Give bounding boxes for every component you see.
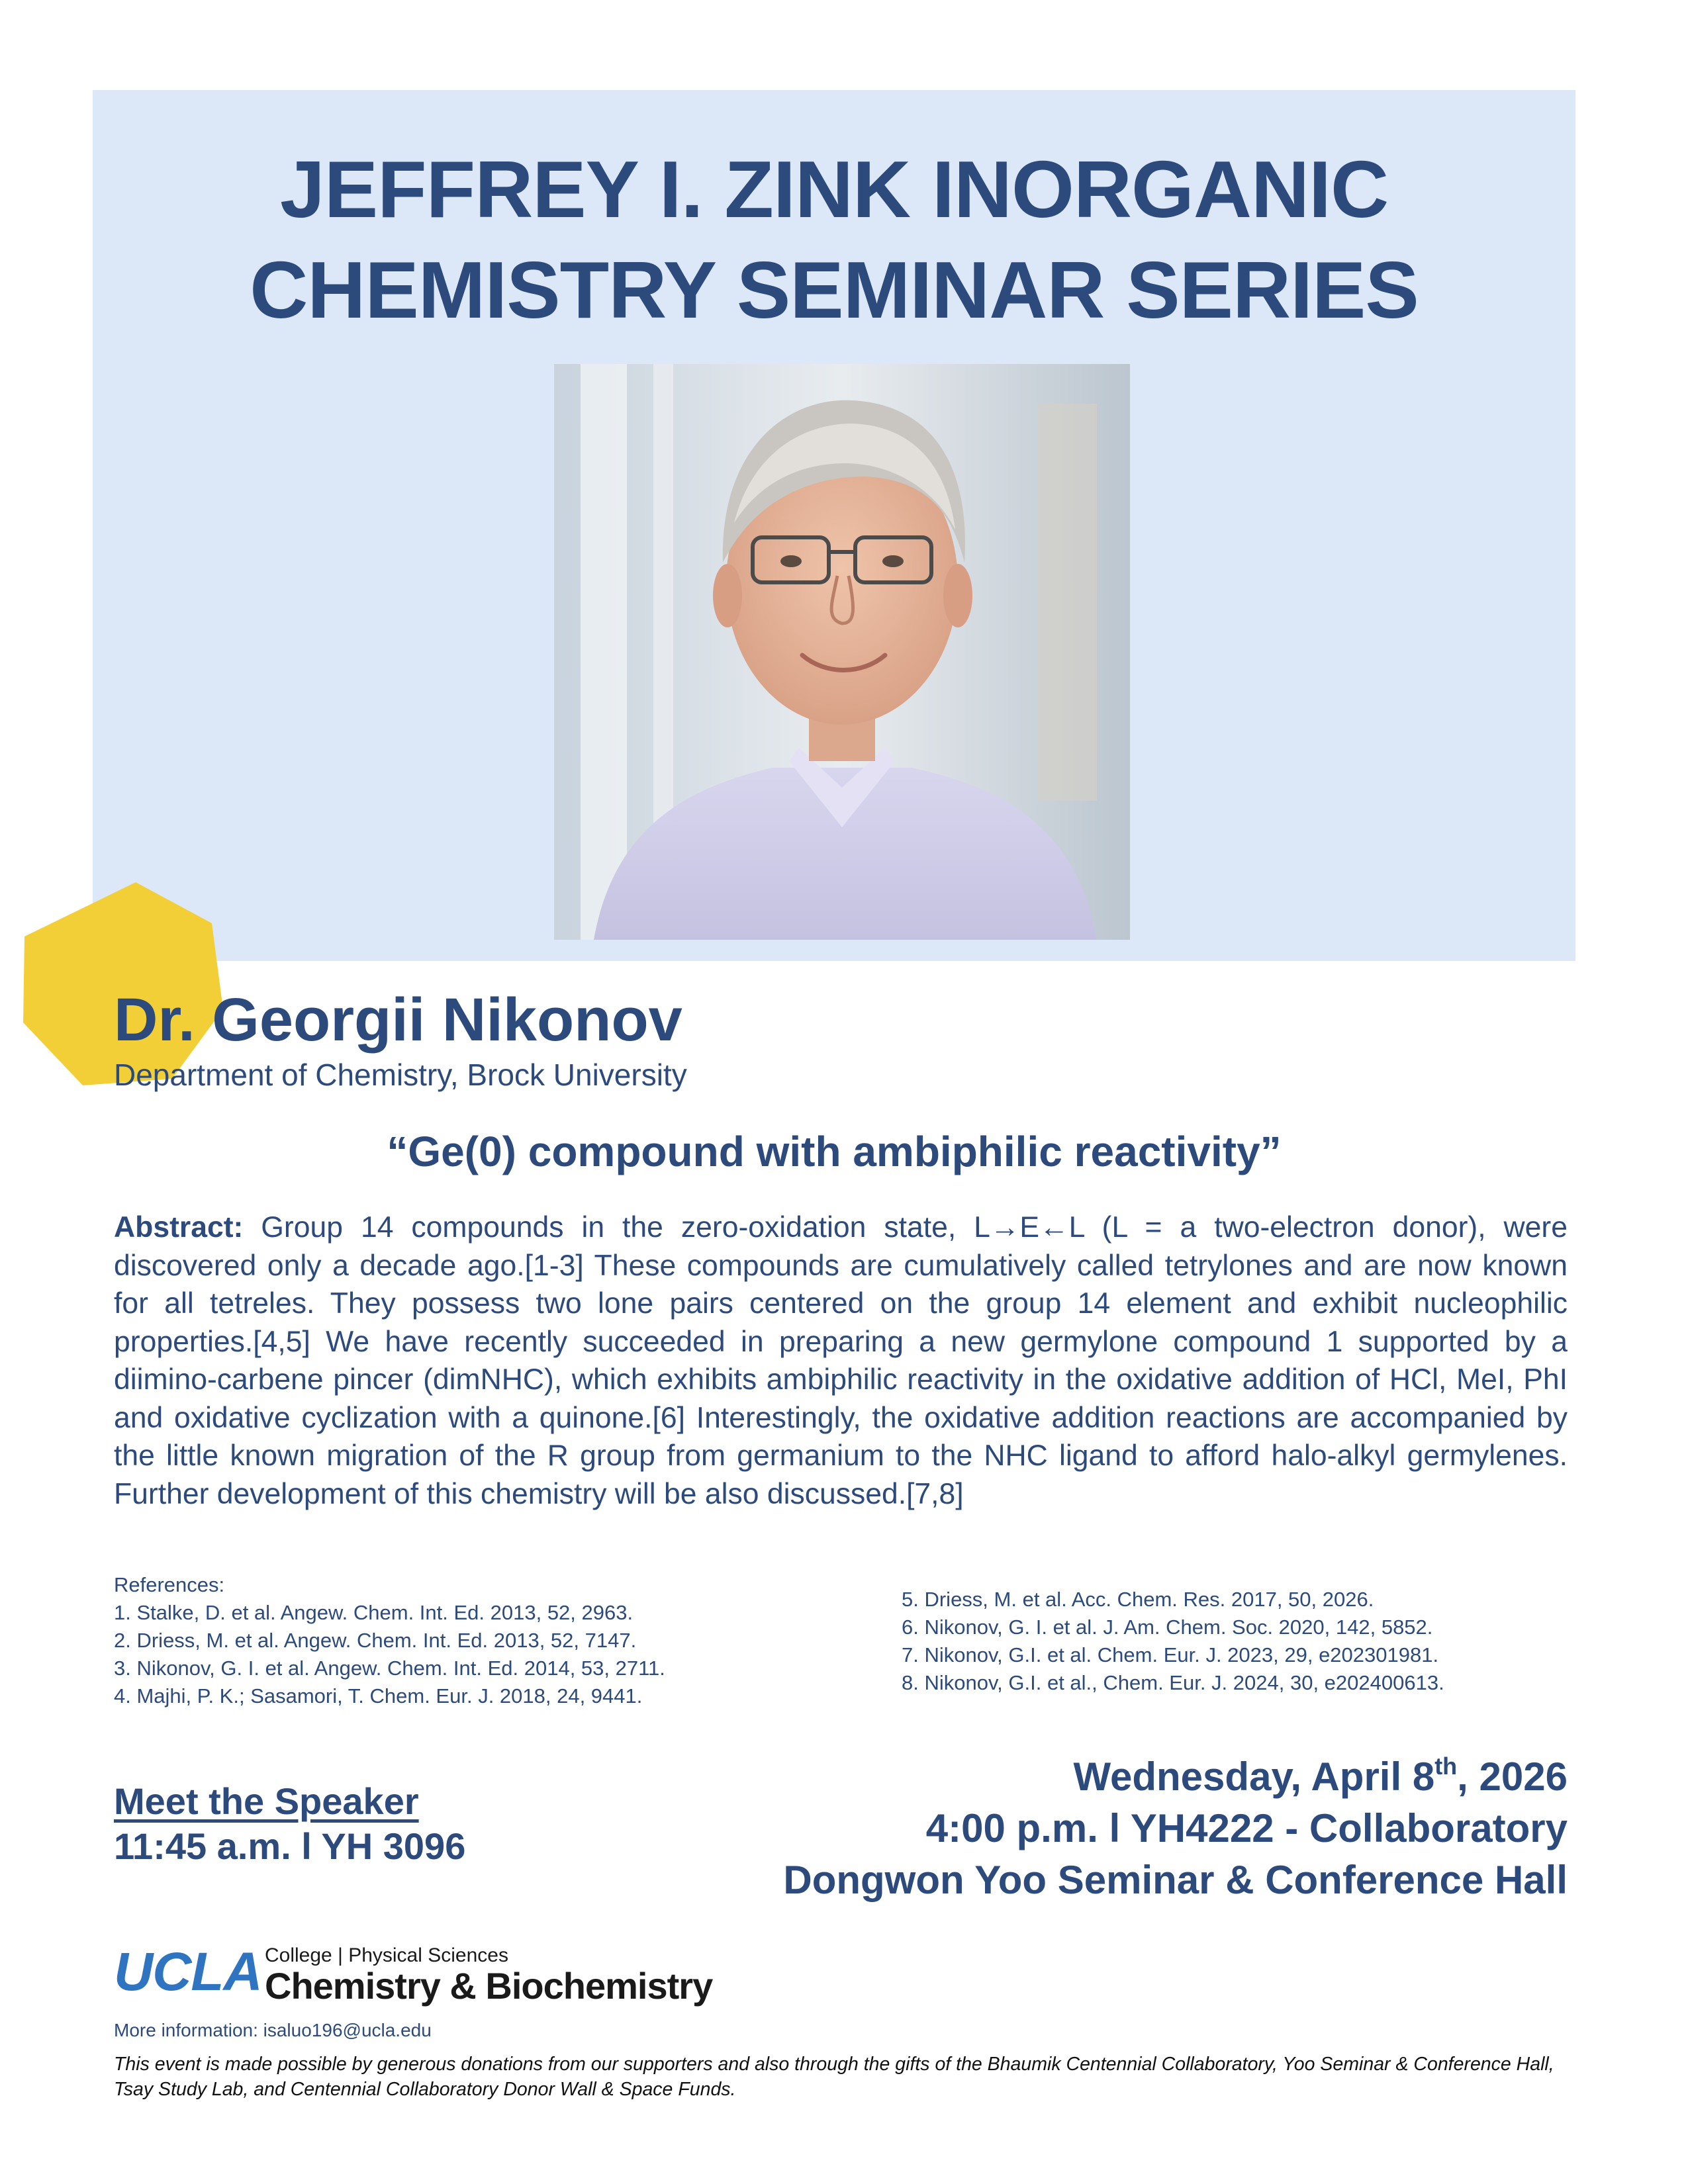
event-date-prefix: Wednesday, April 8: [1073, 1754, 1435, 1799]
speaker-name: Dr. Georgii Nikonov: [114, 986, 682, 1054]
reference-item: 5. Driess, M. et al. Acc. Chem. Res. 2017, 50, 2026.: [902, 1588, 1374, 1611]
abstract-text: Group 14 compounds in the zero-oxidation state, L→E←L (L = a two-electron donor), were discovered only a decade ago.[1-3] These compounds are cumulatively called tetrylones and are now known for all tetreles. They possess two lone pairs centered on the group 14 element and exhibit nucleophilic properties.[4,5] We have recently succeeded in preparing a new germylone compound 1 supported by a diimino-carbene pincer (dimNHC), which exhibits ambiphilic reactivity in the oxidative addition of HCl, MeI, PhI and oxidative cyclization with a quinone.[6] Interestingly, the oxidative addition reactions are accompanied by the little known migration of the R group from germanium to the NHC ligand to afford halo-alkyl germylenes. Further development of this chemistry will be also discussed.[7,8]: [114, 1211, 1568, 1510]
event-venue: Dongwon Yoo Seminar & Conference Hall: [783, 1858, 1568, 1902]
event-time-location: 4:00 p.m. l YH4222 - Collaboratory: [925, 1806, 1568, 1850]
reference-item: 4. Majhi, P. K.; Sasamori, T. Chem. Eur. J. 2018, 24, 9441.: [114, 1684, 643, 1707]
meet-the-speaker: [114, 1779, 465, 1869]
meet-time-location: 11:45 a.m. l YH 3096: [114, 1825, 466, 1867]
abstract-label: Abstract:: [114, 1211, 244, 1244]
reference-item: 2. Driess, M. et al. Angew. Chem. Int. Ed. 2013, 52, 7147.: [114, 1629, 637, 1652]
ucla-wordmark: UCLA: [114, 1942, 262, 2002]
series-title: [93, 139, 1575, 340]
event-date: [783, 1751, 1568, 1803]
abstract: [114, 1208, 1568, 1513]
reference-item: 1. Stalke, D. et al. Angew. Chem. Int. Ed. 2013, 52, 2963.: [114, 1601, 633, 1624]
donor-footnote: This event is made possible by generous donations from our supporters and also through the gifts of the Bhaumik Centennial Collaboratory, Yoo Seminar & Conference Hall, Tsay Study Lab, and Centennial Collaboratory Donor Wall & Space Funds.: [114, 2054, 1554, 2100]
speaker-affiliation: Department of Chemistry, Brock University: [114, 1058, 687, 1092]
logo-department: Chemistry & Biochemistry: [265, 1965, 713, 2007]
reference-item: 6. Nikonov, G. I. et al. J. Am. Chem. Soc. 2020, 142, 5852.: [902, 1615, 1433, 1639]
references-heading: References:: [114, 1573, 225, 1596]
logo-college-line: College | Physical Sciences: [265, 1944, 508, 1966]
event-date-year: , 2026: [1457, 1754, 1568, 1799]
series-title-line-1: JEFFREY I. ZINK INORGANIC: [279, 144, 1389, 234]
reference-item: 8. Nikonov, G.I. et al., Chem. Eur. J. 2024, 30, e202400613.: [902, 1671, 1444, 1694]
references-right-column: [902, 1586, 1597, 1697]
event-date-suffix: th: [1434, 1752, 1458, 1780]
reference-item: 7. Nikonov, G.I. et al. Chem. Eur. J. 2023, 29, e202301981.: [902, 1643, 1439, 1666]
series-title-line-2: CHEMISTRY SEMINAR SERIES: [250, 245, 1419, 335]
more-information: More information: isaluo196@ucla.edu: [114, 2020, 432, 2040]
meet-heading: Meet the Speaker: [114, 1780, 419, 1822]
references-left-column: [114, 1571, 842, 1710]
reference-item: 3. Nikonov, G. I. et al. Angew. Chem. Int. Ed. 2014, 53, 2711.: [114, 1657, 665, 1680]
event-details: [783, 1751, 1568, 1906]
speaker-photo: [554, 364, 1130, 940]
talk-title: “Ge(0) compound with ambiphilic reactivity”: [387, 1128, 1282, 1175]
